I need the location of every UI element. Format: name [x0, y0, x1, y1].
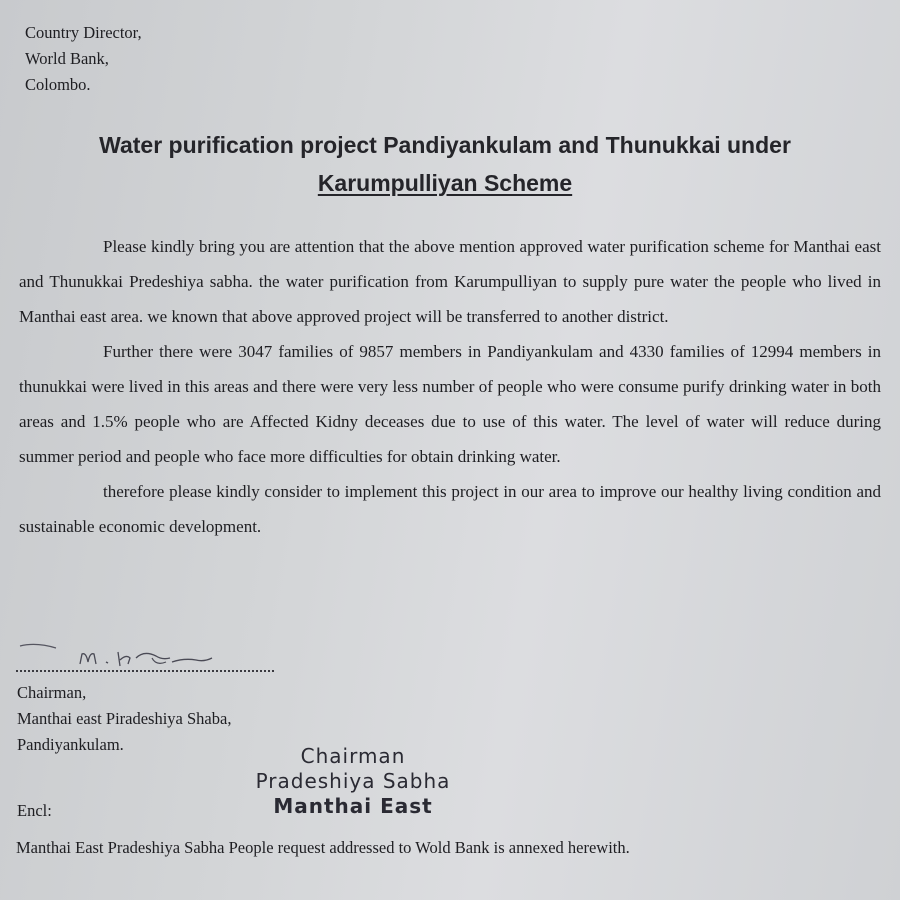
stamp-line: Chairman	[300, 744, 406, 768]
recipient-line: Country Director,	[25, 23, 142, 42]
recipient-line: Colombo.	[25, 75, 91, 94]
enclosure-text: Manthai East Pradeshiya Sabha People request addressed to Wold Bank is annexed herewith.	[16, 838, 630, 857]
signature	[16, 640, 274, 672]
stamp-line: Manthai East	[273, 794, 433, 818]
paragraph-text: Further there were 3047 families of 9857 members in Pandiyankulam and 4330 families of 12994 members in thunukkai were lived in this areas and there were very less number of people who were consume purify drinking water in both areas and 1.5% people who are Affected Kidny deceases due to use of this water. The level of water will reduce during summer period and people who face more difficulties for obtain drinking water.	[19, 342, 881, 466]
letter-body	[19, 229, 881, 544]
paragraph-text: Please kindly bring you are attention that the above mention approved water purification scheme for Manthai east and Thunukkai Predeshiya sabha. the water purification from Karumpulliyan to supply pure water the people who lived in Manthai east area. we known that above approved project will be transferred to another district.	[19, 237, 881, 326]
letter-subject	[0, 126, 890, 202]
stamp-line: Pradeshiya Sabha	[255, 769, 451, 793]
body-paragraph	[19, 334, 881, 474]
recipient-address	[25, 20, 142, 98]
paragraph-text: therefore please kindly consider to implement this project in our area to improve our healthy living condition and sustainable economic development.	[19, 482, 881, 536]
subject-line-underlined: Karumpulliyan Scheme	[317, 170, 573, 196]
signer-place: Pandiyankulam.	[17, 735, 124, 754]
official-stamp	[238, 744, 468, 819]
handwritten-signature	[16, 640, 274, 672]
signer-block	[17, 680, 231, 758]
signature-dotted-line	[16, 670, 274, 672]
signer-title: Chairman,	[17, 683, 87, 702]
body-paragraph	[19, 229, 881, 334]
subject-line: Water purification project Pandiyankulam and Thunukkai under	[99, 132, 791, 158]
recipient-line: World Bank,	[25, 49, 109, 68]
body-paragraph	[19, 474, 881, 544]
signer-organization: Manthai east Piradeshiya Shaba,	[17, 709, 232, 728]
enclosure-label: Encl:	[17, 801, 52, 820]
